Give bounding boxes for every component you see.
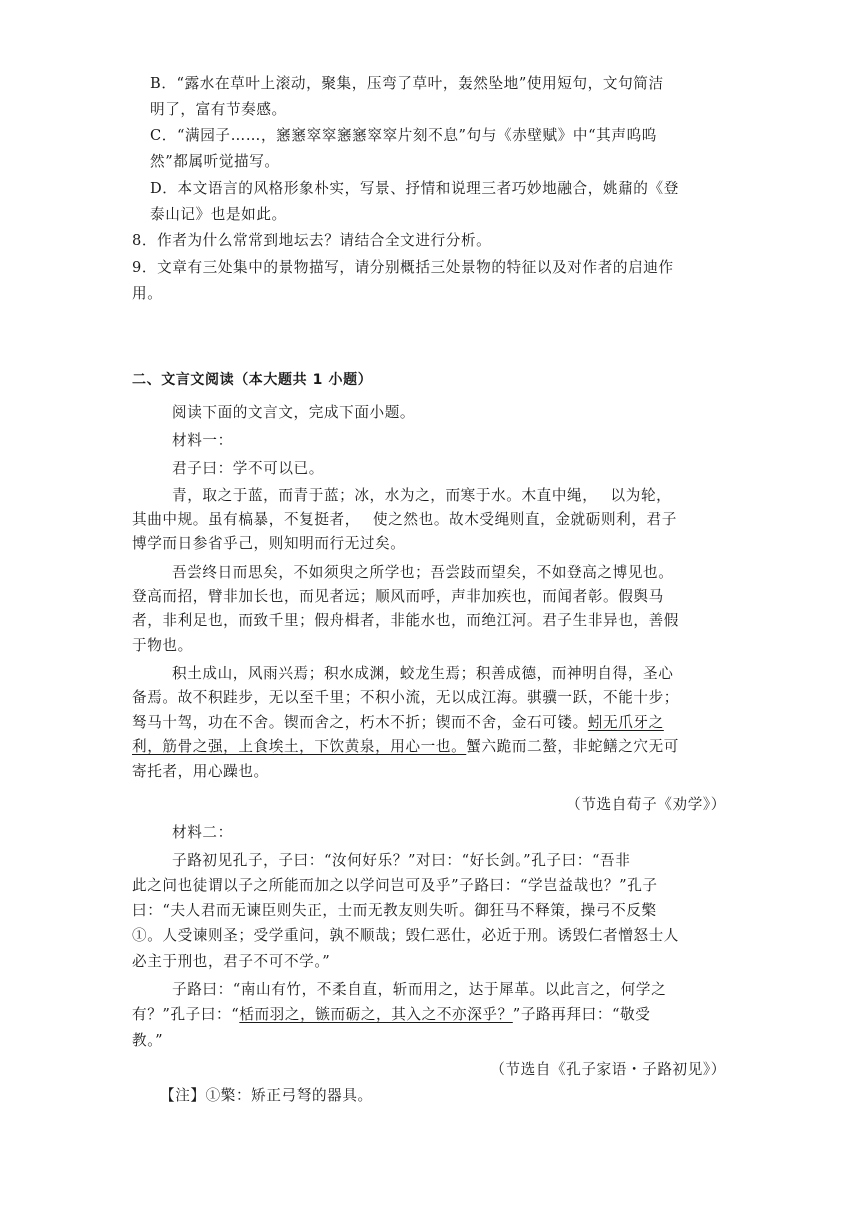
question-9-line-2: 用。 xyxy=(132,285,163,302)
material-2-label: 材料二： xyxy=(172,824,233,841)
question-9-line-1: 9．文章有三处集中的景物描写，请分别概括三处景物的特征以及对作者的启迪作 xyxy=(132,259,674,276)
footnote: 【注】①檠：矫正弓弩的器具。 xyxy=(160,1087,373,1104)
material-1-para-3-line-3 xyxy=(132,713,664,733)
material-1-para-1-line-2: 其曲中规。虽有槁暴，不复挺者， 使之然也。故木受绳则直，金就砺则利，君子 xyxy=(132,511,677,528)
underlined-text: 蚓无爪牙之 xyxy=(587,714,664,731)
material-1-para-1-line-1: 青，取之于蓝，而青于蓝；冰，水为之，而寒于水。木直中绳， 以为轮， xyxy=(172,487,672,504)
material-1-para-2-line-1: 吾尝终日而思矣，不如须臾之所学也；吾尝跂而望矣，不如登高之博见也。 xyxy=(172,564,674,581)
option-d-line-1: D．本文语言的风格形象朴实，写景、抒情和说理三者巧妙地融合，姚鼐的《登 xyxy=(150,180,679,197)
option-b-line-1: B．“露水在草叶上滚动，聚集，压弯了草叶，轰然坠地”使用短句，文句简洁 xyxy=(150,75,664,92)
material-1-label: 材料一： xyxy=(172,432,233,449)
material-2-para-1-line-3: 曰：“夫人君而无谏臣则失正，士而无教友则失听。御狂马不释策，操弓不反檠 xyxy=(132,902,657,919)
material-2-para-1-line-4: ①。人受谏则圣；受学重问，孰不顺哉；毁仁恶仕，必近于刑。诱毁仁者憎怒士人 xyxy=(132,927,679,944)
material-1-para-3-line-5: 寄托者，用心躁也。 xyxy=(132,763,269,780)
material-1-opening: 君子曰：学不可以已。 xyxy=(172,460,324,477)
question-8: 8．作者为什么常常到地坛去？请结合全文进行分析。 xyxy=(132,232,492,249)
material-1-para-2-line-4: 于物也。 xyxy=(132,637,193,654)
reading-instruction: 阅读下面的文言文，完成下面小题。 xyxy=(172,404,416,421)
plain-text: 有？”孔子曰：“ xyxy=(132,1006,240,1023)
material-2-para-1-line-1: 子路初见孔子，子曰：“汝何好乐？”对曰：“好长剑。”孔子曰：“吾非 xyxy=(172,852,631,869)
material-1-para-2-line-3: 者，非利足也，而致千里；假舟楫者，非能水也，而绝江河。君子生非异也，善假 xyxy=(132,612,679,629)
material-2-para-1-line-5: 必主于刑也，君子不可不学。” xyxy=(132,953,331,970)
material-1-para-3-line-1: 积土成山，风雨兴焉；积水成渊，蛟龙生焉；积善成德，而神明自得，圣心 xyxy=(172,665,674,682)
plain-text: 蟹六跪而二螯，非蛇鳝之穴无可 xyxy=(466,738,679,755)
material-1-para-3-line-2: 备焉。故不积跬步，无以至千里；不积小流，无以成江海。骐骥一跃，不能十步； xyxy=(132,689,679,706)
section-2-title: 二、文言文阅读（本大题共 1 小题） xyxy=(132,372,373,388)
material-1-para-2-line-2: 登高而招，臂非加长也，而见者远；顺风而呼，声非加疾也，而闻者彰。假舆马 xyxy=(132,588,664,605)
plain-text: ”子路再拜曰：“敬受 xyxy=(512,1006,651,1023)
material-2-para-2-line-1: 子路曰：“南山有竹，不柔自直，斩而用之，达于犀革。以此言之，何学之 xyxy=(172,981,667,998)
option-c-line-1: C．“满园子……，窸窸窣窣窸窸窣窣片刻不息”句与《赤壁赋》中“其声呜呜 xyxy=(150,127,657,144)
option-c-line-2: 然”都属听觉描写。 xyxy=(150,153,280,170)
material-2-para-1-line-2: 此之问也徒谓以子之所能而加之以学问岂可及乎”子路曰：“学岂益哉也？”孔子 xyxy=(132,877,658,894)
underlined-text: 栝而羽之，镞而砺之，其入之不亦深乎？ xyxy=(239,1006,513,1023)
material-2-para-2-line-3: 教。” xyxy=(132,1032,164,1049)
underlined-text: 利，筋骨之强，上食埃土，下饮黄泉，用心一也。 xyxy=(132,738,467,755)
material-1-para-3-line-4 xyxy=(132,737,679,757)
option-b-line-2: 明了，富有节奏感。 xyxy=(150,101,287,118)
plain-text: 驽马十驾，功在不舍。锲而舍之，朽木不折；锲而不舍，金石可镂。 xyxy=(132,714,588,731)
material-1-para-1-line-3: 博学而日参省乎己，则知明而行无过矣。 xyxy=(132,535,406,552)
material-1-source: （节选自荀子《劝学》） xyxy=(566,796,726,813)
material-2-source: （节选自《孔子家语・子路初见》） xyxy=(490,1061,726,1078)
option-d-line-2: 泰山记》也是如此。 xyxy=(150,206,287,223)
material-2-para-2-line-2 xyxy=(132,1005,650,1025)
